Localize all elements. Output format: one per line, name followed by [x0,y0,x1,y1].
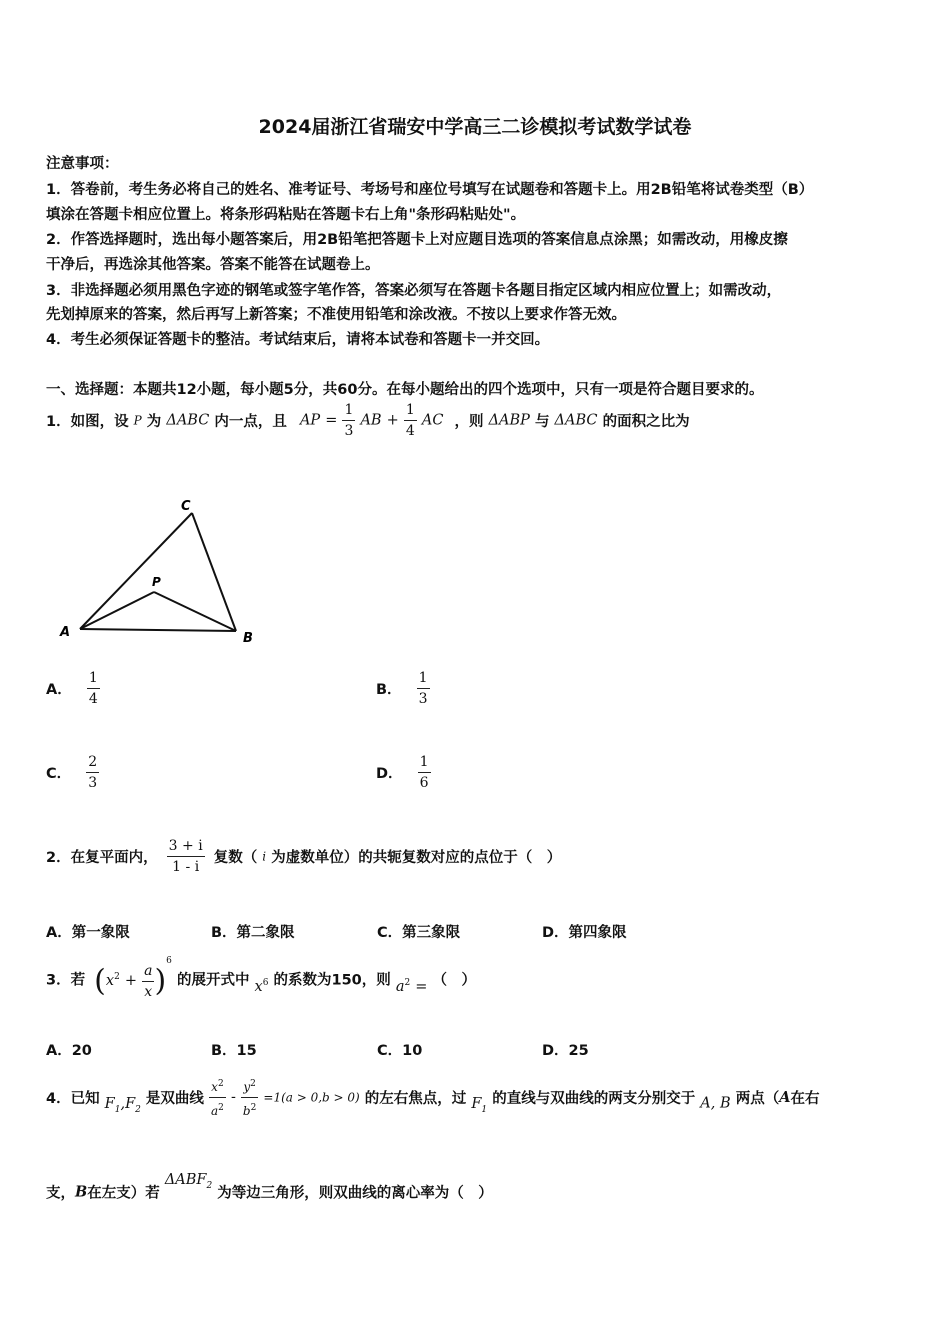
q3-option-a: A．20 [46,1043,92,1059]
triangle-figure [55,490,275,650]
notice-line: 干净后，再选涂其他答案。答案不能答在试题卷上。 [46,257,380,273]
vertex-label-b: B [243,631,253,646]
notice-line: 4．考生必须保证答题卡的整洁。考试结束后，请将本试卷和答题卡一并交回。 [46,332,550,348]
question-1-stem: 1．如图，设 P 为 ΔABC 内一点，且 AP = $\frac{1}{3}$ AB + $\frac{1}{4}$ AC ，则 ΔABP 与 ΔABC 的面积之比为 [46,402,690,439]
notice-heading: 注意事项： [46,156,119,172]
point-label-p: P [152,575,161,589]
notice-line: 3．非选择题必须用黑色字迹的钢笔或签字笔作答，答案必须写在答题卡各题目指定区域内相应位置上；如需改动， [46,283,782,299]
notice-line: 先划掉原来的答案，然后再写上新答案；不准使用铅笔和涂改液。不按以上要求作答无效。 [46,307,626,323]
q2-option-b: B．第二象限 [211,925,295,941]
q1-option-d: D． $\frac{1}{6}$ [376,754,429,791]
q1-option-c: C． $\frac{2}{3}$ [46,754,98,791]
q3-option-b: B．15 [211,1043,257,1059]
q1-option-a: A． $\frac{1}{4}$ [46,670,98,707]
hyperbola-equation: $\frac{x^2}{a^2}$ - $\frac{y^2}{b^2}$ =1(a > 0,b > 0) [209,1074,360,1121]
q3-option-d: D．25 [542,1043,589,1059]
vector-equation: AP = $\frac{1}{3}$ AB + $\frac{1}{4}$ AC [299,402,444,439]
q1-option-b: B． $\frac{1}{3}$ [376,670,428,707]
question-3-stem: 3．若 ($x^2$ + $\frac{a}{x}$ )$^6$ 的展开式中 $x^6$ 的系数为150，则 $a^2$ = （ ） [46,956,477,1000]
notice-line: 填涂在答题卡相应位置上。将条形码粘贴在答题卡右上角"条形码粘贴处"。 [46,207,526,223]
q3-option-c: C．10 [377,1043,423,1059]
question-4-stem: 4．已知 $F_1,F_2$ 是双曲线 $\frac{x^2}{a^2}$ - $\frac{y^2}{b^2}$ =1(a > 0,b > 0) 的左右焦点，过 $F_1$ 的直线与双曲线的两支分别交于 A, B 两点（A在右 [46,1074,819,1121]
vertex-label-c: C [181,499,191,514]
vertex-label-a: A [60,625,71,640]
question-2-stem: 2．在复平面内， $\frac{3 + i}{1 - i}$ 复数（ i 为虚数单位）的共轭复数对应的点位于（ ） [46,838,562,875]
q2-option-d: D．第四象限 [542,925,627,941]
q2-option-a: A．第一象限 [46,925,130,941]
edge-ac [80,513,192,629]
edge-ab [80,629,236,631]
q2-option-c: C．第三象限 [377,925,461,941]
question-4-stem-cont: 支，B在左支）若 $\Delta ABF_2$ 为等边三角形，则双曲线的离心率为（ ） [46,1172,493,1202]
section-heading: 一、选择题：本题共12小题，每小题5分，共60分。在每小题给出的四个选项中，只有一项是符合题目要求的。 [46,382,764,398]
edge-ap [80,592,154,629]
notice-line: 2．作答选择题时，选出每小题答案后，用2B铅笔把答题卡上对应题目选项的答案信息点涂黑；如需改动，用橡皮擦 [46,232,788,248]
page-title: 2024届浙江省瑞安中学高三二诊模拟考试数学试卷 [258,116,692,138]
notice-line: 1．答卷前，考生务必将自己的姓名、准考证号、考场号和座位号填写在试题卷和答题卡上。用2B铅笔将试卷类型（B） [46,182,814,198]
binomial-expression: ($x^2$ + $\frac{a}{x}$ )$^6$ [94,956,172,1000]
